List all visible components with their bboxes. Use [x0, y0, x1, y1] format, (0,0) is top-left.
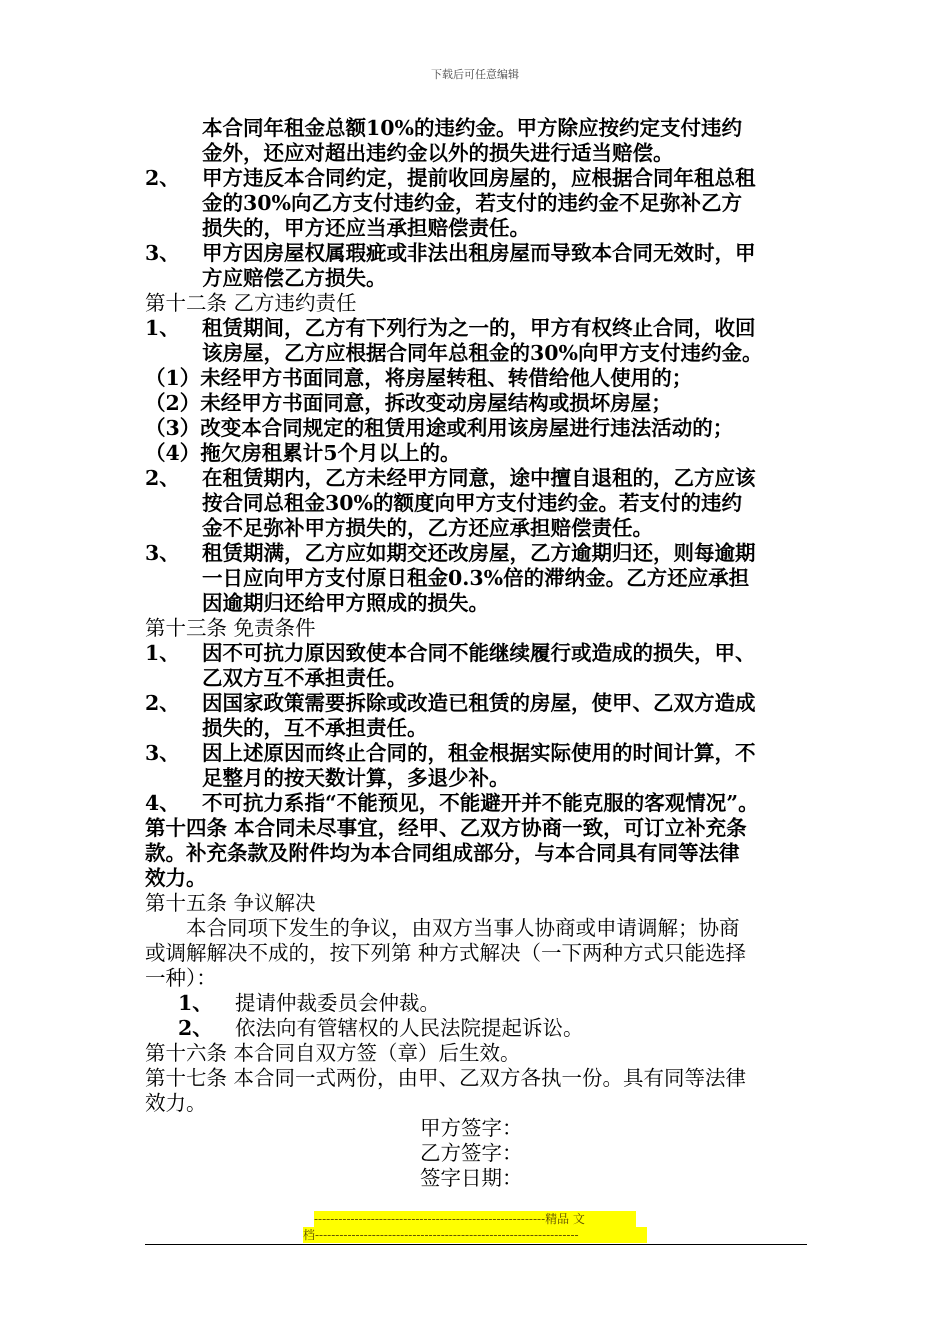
signature-date-label: 签字日期： — [420, 1166, 523, 1190]
clause12-subitem: （3）改变本合同规定的租赁用途或利用该房屋进行违法活动的； — [145, 416, 734, 440]
clause12-subitem: （4）拖欠房租累计5个月以上的。 — [145, 441, 461, 465]
clause16-line: 第十六条 本合同自双方签（章）后生效。 — [145, 1041, 521, 1065]
clause13-item4-line: 不可抗力系指“不能预见，不能避开并不能克服的客观情况”。 — [202, 791, 759, 815]
footer-banner-line: ---------------------------------------------------------精品 文 — [314, 1211, 636, 1227]
clause14-line: 第十四条 本合同未尽事宜，经甲、乙双方协商一致，可订立补充条 — [145, 816, 747, 840]
clause14-line: 款。补充条款及附件均为本合同组成部分，与本合同具有同等法律 — [145, 841, 740, 865]
clause13-item1-line: 乙双方互不承担责任。 — [202, 666, 407, 690]
clause12-item3-line: 因逾期归还给甲方照成的损失。 — [202, 591, 489, 615]
clause14-line: 效力。 — [145, 866, 207, 890]
clause13-title: 第十三条 免责条件 — [145, 616, 316, 640]
clause13-item2-line: 损失的，互不承担责任。 — [202, 716, 428, 740]
clause13-item2-line: 因国家政策需要拆除或改造已租赁的房屋，使甲、乙双方造成 — [202, 691, 756, 715]
list-number: 3、 — [145, 741, 180, 765]
clause12-item2-line: 按合同总租金30%的额度向甲方支付违约金。若支付的违约 — [202, 491, 743, 515]
party-a-signature-label: 甲方签字： — [420, 1116, 523, 1140]
list-number: 3、 — [145, 541, 180, 565]
list-number: 2、 — [145, 166, 180, 190]
list-number: 3、 — [145, 241, 180, 265]
list-number: 2、 — [145, 691, 180, 715]
clause11-item3-line: 甲方因房屋权属瑕疵或非法出租房屋而导致本合同无效时，甲 — [202, 241, 756, 265]
clause11-continued-line: 金外，还应对超出违约金以外的损失进行适当赔偿。 — [202, 141, 674, 165]
clause12-item1-line: 租赁期间，乙方有下列行为之一的，甲方有权终止合同，收回 — [202, 316, 756, 340]
clause11-continued-line: 本合同年租金总额10%的违约金。甲方除应按约定支付违约 — [202, 116, 743, 140]
list-number: 4、 — [145, 791, 180, 815]
clause12-title: 第十二条 乙方违约责任 — [145, 291, 357, 315]
list-number: 1、 — [145, 316, 180, 340]
clause13-item1-line: 因不可抗力原因致使本合同不能继续履行或造成的损失，甲、 — [202, 641, 756, 665]
clause15-option: 依法向有管辖权的人民法院提起诉讼。 — [235, 1016, 584, 1040]
footer-banner-line: 档----------------------------------------------------------------- — [303, 1227, 647, 1243]
clause12-item2-line: 金不足弥补甲方损失的，乙方还应承担赔偿责任。 — [202, 516, 653, 540]
clause12-item3-line: 一日应向甲方支付原日租金0.3%倍的滞纳金。乙方还应承担 — [202, 566, 750, 590]
list-number: 1、 — [145, 641, 180, 665]
list-number: 1、 — [178, 991, 213, 1015]
clause17-line: 效力。 — [145, 1091, 207, 1115]
list-number: 2、 — [145, 466, 180, 490]
clause15-title: 第十五条 争议解决 — [145, 891, 316, 915]
clause11-item3-line: 方应赔偿乙方损失。 — [202, 266, 387, 290]
clause12-subitem: （1）未经甲方书面同意，将房屋转租、转借给他人使用的； — [145, 366, 693, 390]
clause15-line: 一种）： — [145, 966, 217, 990]
party-b-signature-label: 乙方签字： — [420, 1141, 523, 1165]
clause17-line: 第十七条 本合同一式两份，由甲、乙双方各执一份。具有同等法律 — [145, 1066, 747, 1090]
clause13-item3-line: 足整月的按天数计算，多退少补。 — [202, 766, 510, 790]
footer-divider — [145, 1244, 807, 1245]
list-number: 2、 — [178, 1016, 213, 1040]
clause15-line: 或调解解决不成的，按下列第 种方式解决（一下两种方式只能选择 — [145, 941, 747, 965]
clause12-item2-line: 在租赁期内，乙方未经甲方同意，途中擅自退租的，乙方应该 — [202, 466, 756, 490]
clause12-item1-line: 该房屋，乙方应根据合同年总租金的30%向甲方支付违约金。 — [202, 341, 763, 365]
page-header: 下载后可任意编辑 — [431, 68, 519, 81]
clause11-item2-line: 甲方违反本合同约定，提前收回房屋的，应根据合同年租总租 — [202, 166, 756, 190]
clause12-subitem: （2）未经甲方书面同意，拆改变动房屋结构或损坏房屋； — [145, 391, 672, 415]
clause15-line: 本合同项下发生的争议，由双方当事人协商或申请调解；协商 — [186, 916, 740, 940]
clause11-item2-line: 金的30%向乙方支付违约金，若支付的违约金不足弥补乙方 — [202, 191, 743, 215]
clause12-item3-line: 租赁期满，乙方应如期交还改房屋，乙方逾期归还，则每逾期 — [202, 541, 756, 565]
clause15-option: 提请仲裁委员会仲裁。 — [235, 991, 440, 1015]
clause11-item2-line: 损失的，甲方还应当承担赔偿责任。 — [202, 216, 530, 240]
clause13-item3-line: 因上述原因而终止合同的，租金根据实际使用的时间计算，不 — [202, 741, 756, 765]
